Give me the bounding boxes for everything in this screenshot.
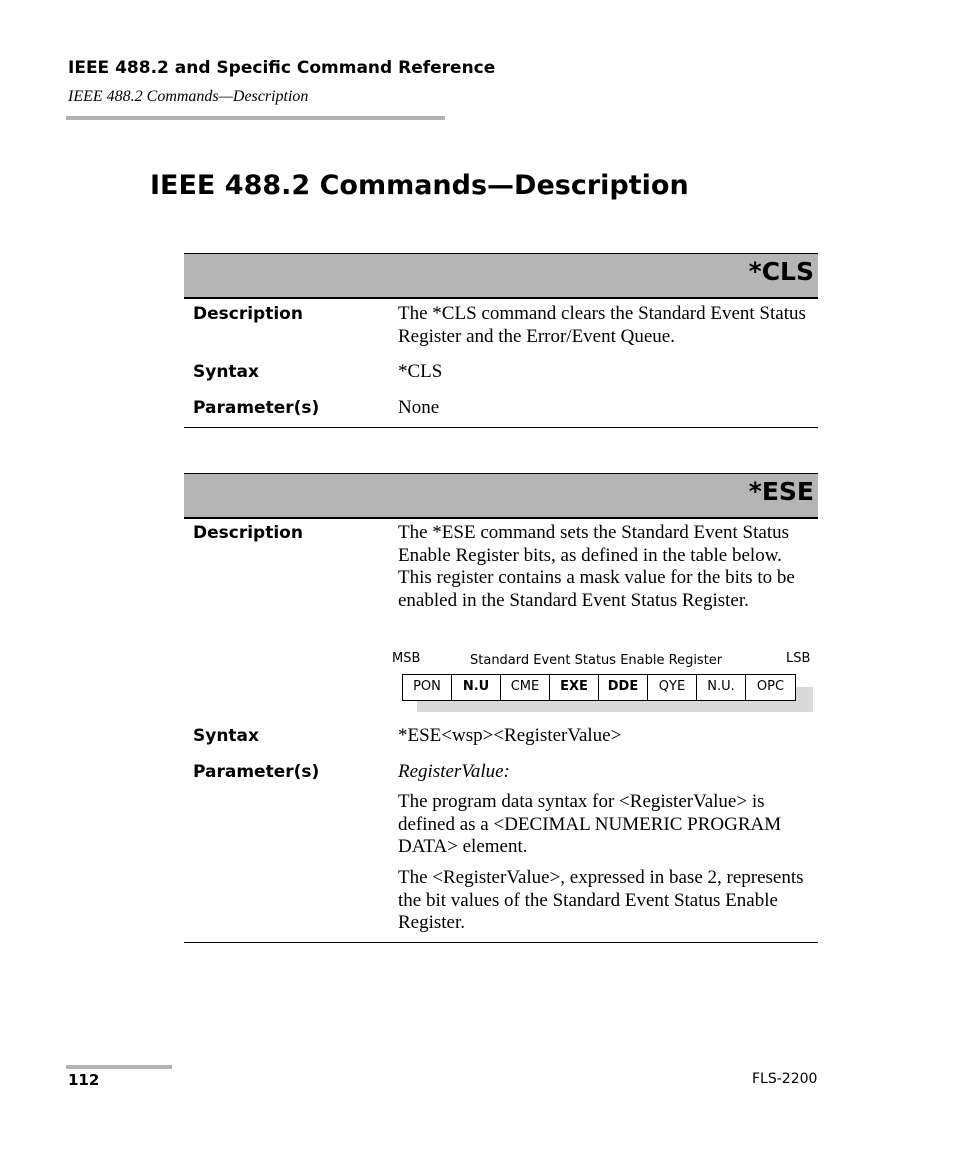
ese-syntax-text: *ESE<wsp><RegisterValue>	[398, 725, 622, 746]
ese-parameter-paragraph: The <RegisterValue>, expressed in base 2, represents the bit values of the Standard Event Status Enable Register.	[398, 867, 804, 934]
cls-parameters-label: Parameter(s)	[193, 398, 320, 418]
register-lsb-label: LSB	[786, 651, 811, 666]
header-rule	[66, 116, 445, 120]
running-head-title: IEEE 488.2 and Specific Command Reference	[68, 58, 496, 78]
page-number: 112	[68, 1071, 100, 1089]
register-caption: Standard Event Status Enable Register	[470, 653, 723, 668]
ese-parameters-label: Parameter(s)	[193, 762, 320, 782]
register-bit-cell: OPC	[756, 679, 785, 694]
ese-command-header	[184, 473, 818, 519]
register-bit-cell: DDE	[599, 675, 648, 700]
ese-bottom-rule	[184, 942, 818, 943]
register-msb-label: MSB	[392, 651, 421, 666]
register-bit-cell: PON	[403, 675, 452, 700]
running-head-subtitle: IEEE 488.2 Commands—Description	[68, 88, 309, 105]
ese-command-name: *ESE	[748, 477, 814, 506]
cls-description-text: The *CLS command clears the Standard Event Status Register and the Error/Event Queue.	[398, 303, 806, 347]
cls-command-name: *CLS	[748, 257, 814, 286]
cls-bottom-rule	[184, 427, 818, 428]
ese-description-label: Description	[193, 523, 303, 543]
cls-parameters-text: None	[398, 397, 440, 418]
ese-syntax-label: Syntax	[193, 726, 259, 746]
register-bit-table	[402, 674, 796, 701]
ese-description-text: The *ESE command sets the Standard Event Status Enable Register bits, as defined in the table below. This register contains a mask value for the bits to be enabled in the Standard Event Status Register.	[398, 522, 795, 611]
page-title: IEEE 488.2 Commands—Description	[150, 170, 689, 201]
cls-command-header	[184, 253, 818, 299]
footer-rule	[66, 1065, 172, 1069]
cls-description-label: Description	[193, 304, 303, 324]
register-bit-cell: N.U.	[697, 675, 746, 700]
register-bit-cell: QYE	[648, 675, 697, 700]
product-name: FLS-2200	[752, 1071, 818, 1087]
register-bit-cell: N.U	[452, 675, 501, 700]
register-bit-cell: EXE	[550, 675, 599, 700]
register-bit-cell: CME	[501, 675, 550, 700]
ese-parameter-name: RegisterValue:	[398, 761, 510, 782]
ese-parameter-paragraph: The program data syntax for <RegisterValue> is defined as a <DECIMAL NUMERIC PROGRAM DATA> element.	[398, 791, 782, 858]
cls-syntax-label: Syntax	[193, 362, 259, 382]
cls-syntax-text: *CLS	[398, 361, 443, 382]
